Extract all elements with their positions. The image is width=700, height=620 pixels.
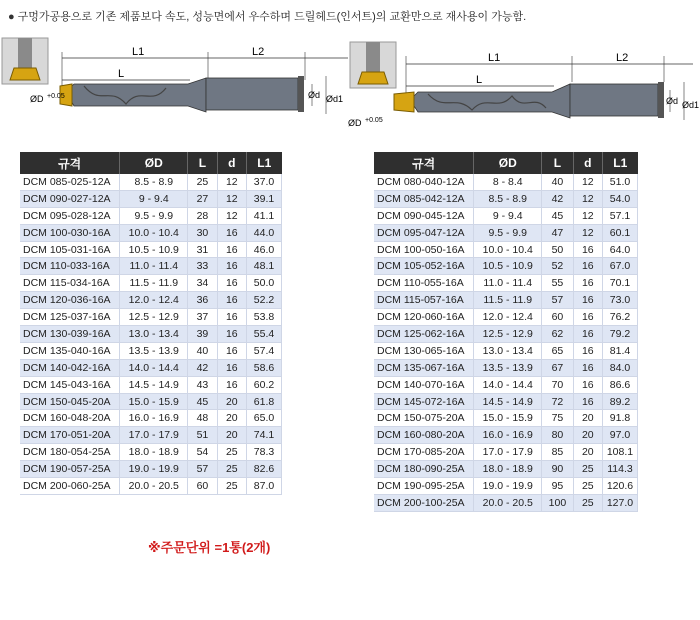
cell-L: 90 [542, 461, 573, 478]
table-row [374, 190, 638, 207]
cell-D: 13.0 - 13.4 [474, 342, 542, 359]
cell-d: 16 [217, 241, 246, 258]
cell-L1: 76.2 [602, 309, 637, 326]
cell-d: 16 [573, 393, 602, 410]
cell-L: 95 [542, 478, 573, 495]
cell-L: 48 [188, 410, 217, 427]
cell-L: 47 [542, 224, 573, 241]
table-row [20, 241, 282, 258]
cell-L1: 79.2 [602, 326, 637, 343]
cell-L1: 60.2 [247, 376, 282, 393]
cell-d: 16 [573, 292, 602, 309]
cell-L: 52 [542, 258, 573, 275]
insert-head-left [10, 68, 40, 80]
cell-D: 12.0 - 12.4 [474, 309, 542, 326]
cell-d: 16 [217, 342, 246, 359]
cell-d: 25 [217, 478, 246, 495]
cell-d: 16 [573, 359, 602, 376]
cell-d: 12 [217, 207, 246, 224]
cell-L: 75 [542, 410, 573, 427]
insert-head-right [358, 72, 388, 84]
cell-spec: DCM 135-067-16A [374, 359, 474, 376]
label-L2-right: L2 [616, 52, 629, 64]
table-row [20, 224, 282, 241]
cell-d: 16 [217, 376, 246, 393]
table-row [374, 275, 638, 292]
cell-L: 30 [188, 224, 217, 241]
cell-L1: 50.0 [247, 275, 282, 292]
cell-L1: 73.0 [602, 292, 637, 309]
cell-L1: 87.0 [247, 478, 282, 495]
cell-D: 10.0 - 10.4 [120, 224, 188, 241]
cell-L: 25 [188, 174, 217, 190]
cell-spec: DCM 190-057-25A [20, 461, 120, 478]
cell-D: 14.5 - 14.9 [120, 376, 188, 393]
table-row [374, 478, 638, 495]
drill-shank-right [570, 84, 658, 116]
col-D: ØD [474, 152, 542, 174]
table-row [374, 174, 638, 190]
cell-L1: 84.0 [602, 359, 637, 376]
cell-spec: DCM 160-080-20A [374, 427, 474, 444]
cell-L1: 58.6 [247, 359, 282, 376]
cell-L1: 70.1 [602, 275, 637, 292]
table-row [374, 494, 638, 511]
table-row [374, 376, 638, 393]
label-L1-right: L1 [488, 52, 501, 64]
cell-D: 11.5 - 11.9 [474, 292, 542, 309]
cell-spec: DCM 125-037-16A [20, 309, 120, 326]
cell-spec: DCM 140-042-16A [20, 359, 120, 376]
cell-L1: 39.1 [247, 190, 282, 207]
cell-spec: DCM 100-050-16A [374, 241, 474, 258]
insert-shank-left [18, 38, 32, 70]
cell-d: 16 [217, 359, 246, 376]
cell-L: 42 [542, 190, 573, 207]
cell-L: 72 [542, 393, 573, 410]
cell-D: 10.5 - 10.9 [474, 258, 542, 275]
col-d: d [573, 152, 602, 174]
drill-body-left [66, 78, 206, 112]
cell-D: 12.5 - 12.9 [474, 326, 542, 343]
cell-spec: DCM 120-036-16A [20, 292, 120, 309]
table-row [374, 427, 638, 444]
col-L1: L1 [602, 152, 637, 174]
cell-d: 20 [573, 444, 602, 461]
cell-L: 28 [188, 207, 217, 224]
cell-D: 19.0 - 19.9 [120, 461, 188, 478]
cell-spec: DCM 115-034-16A [20, 275, 120, 292]
cell-spec: DCM 095-028-12A [20, 207, 120, 224]
cell-D: 14.5 - 14.9 [474, 393, 542, 410]
table-row [20, 292, 282, 309]
cell-D: 14.0 - 14.4 [474, 376, 542, 393]
cell-d: 16 [217, 224, 246, 241]
spec-table-left [20, 152, 282, 495]
cell-d: 12 [573, 174, 602, 190]
cell-D: 12.0 - 12.4 [120, 292, 188, 309]
cell-d: 16 [217, 258, 246, 275]
cell-D: 20.0 - 20.5 [474, 494, 542, 511]
cell-L1: 89.2 [602, 393, 637, 410]
cell-L: 57 [188, 461, 217, 478]
table-row [374, 292, 638, 309]
table-row [20, 393, 282, 410]
table-row [20, 190, 282, 207]
table-row [374, 393, 638, 410]
cell-d: 25 [573, 478, 602, 495]
table-row [374, 309, 638, 326]
cell-d: 16 [573, 241, 602, 258]
cell-spec: DCM 080-040-12A [374, 174, 474, 190]
cell-D: 10.0 - 10.4 [474, 241, 542, 258]
intro-note-text: 구멍가공용으로 기존 제품보다 속도, 성능면에서 우수하며 드릴헤드(인서트)의 교환만으로 재사용이 가능함. [17, 11, 527, 23]
table-row [20, 342, 282, 359]
cell-d: 12 [573, 224, 602, 241]
cell-D: 16.0 - 16.9 [120, 410, 188, 427]
cell-L1: 120.6 [602, 478, 637, 495]
cell-d: 25 [573, 461, 602, 478]
cell-D: 12.5 - 12.9 [120, 309, 188, 326]
cell-d: 25 [573, 494, 602, 511]
cell-D: 17.0 - 17.9 [474, 444, 542, 461]
label-D-right: ØD [348, 118, 362, 128]
cell-L: 65 [542, 342, 573, 359]
table-row [20, 461, 282, 478]
label-L2-left: L2 [252, 46, 265, 58]
cell-spec: DCM 170-051-20A [20, 427, 120, 444]
table-row [374, 326, 638, 343]
cell-D: 10.5 - 10.9 [120, 241, 188, 258]
table-row [20, 376, 282, 393]
col-L: L [542, 152, 573, 174]
svg-text:+0.05: +0.05 [47, 93, 65, 100]
table-row [20, 207, 282, 224]
cell-spec: DCM 105-031-16A [20, 241, 120, 258]
cell-d: 25 [217, 461, 246, 478]
cell-spec: DCM 145-072-16A [374, 393, 474, 410]
cell-L1: 61.8 [247, 393, 282, 410]
label-L-right: L [476, 74, 483, 86]
label-L1-left: L1 [132, 46, 145, 58]
cell-D: 18.0 - 18.9 [474, 461, 542, 478]
table-row [20, 410, 282, 427]
cell-L1: 82.6 [247, 461, 282, 478]
cell-L1: 74.1 [247, 427, 282, 444]
cell-spec: DCM 190-095-25A [374, 478, 474, 495]
cell-L: 33 [188, 258, 217, 275]
cell-d: 12 [573, 207, 602, 224]
cell-d: 12 [217, 174, 246, 190]
cell-D: 11.5 - 11.9 [120, 275, 188, 292]
cell-d: 16 [573, 258, 602, 275]
cell-D: 18.0 - 18.9 [120, 444, 188, 461]
cell-L1: 46.0 [247, 241, 282, 258]
col-spec: 규격 [374, 152, 474, 174]
table-row [20, 478, 282, 495]
cell-L1: 57.1 [602, 207, 637, 224]
cell-D: 19.0 - 19.9 [474, 478, 542, 495]
table-row [20, 326, 282, 343]
cell-d: 16 [573, 309, 602, 326]
cell-D: 9 - 9.4 [120, 190, 188, 207]
cell-spec: DCM 145-043-16A [20, 376, 120, 393]
cell-L1: 48.1 [247, 258, 282, 275]
cell-L1: 53.8 [247, 309, 282, 326]
cell-L1: 86.6 [602, 376, 637, 393]
table-row [20, 359, 282, 376]
cell-L: 55 [542, 275, 573, 292]
table-row [374, 461, 638, 478]
cell-d: 16 [573, 275, 602, 292]
cell-L: 45 [188, 393, 217, 410]
cell-d: 20 [217, 393, 246, 410]
cell-D: 9.5 - 9.9 [120, 207, 188, 224]
table-row [20, 309, 282, 326]
cell-L1: 41.1 [247, 207, 282, 224]
cell-L1: 65.0 [247, 410, 282, 427]
cell-spec: DCM 130-039-16A [20, 326, 120, 343]
cell-d: 20 [573, 427, 602, 444]
cell-spec: DCM 100-030-16A [20, 224, 120, 241]
cell-L: 40 [188, 342, 217, 359]
cell-spec: DCM 110-033-16A [20, 258, 120, 275]
cell-D: 20.0 - 20.5 [120, 478, 188, 495]
cell-d: 20 [217, 427, 246, 444]
drill-drawing-left [0, 22, 350, 147]
cell-L: 27 [188, 190, 217, 207]
cell-d: 25 [217, 444, 246, 461]
cell-L1: 37.0 [247, 174, 282, 190]
table-row [374, 224, 638, 241]
cell-L: 60 [188, 478, 217, 495]
cell-L1: 54.0 [602, 190, 637, 207]
cell-spec: DCM 200-060-25A [20, 478, 120, 495]
drill-drawing-right [348, 22, 700, 147]
cell-D: 8 - 8.4 [474, 174, 542, 190]
cell-L: 50 [542, 241, 573, 258]
cell-L: 43 [188, 376, 217, 393]
cell-D: 15.0 - 15.9 [120, 393, 188, 410]
cell-spec: DCM 150-045-20A [20, 393, 120, 410]
cell-d: 16 [573, 342, 602, 359]
cell-L: 57 [542, 292, 573, 309]
label-L-left: L [118, 68, 125, 80]
cell-L1: 51.0 [602, 174, 637, 190]
cell-D: 9 - 9.4 [474, 207, 542, 224]
cell-L1: 57.4 [247, 342, 282, 359]
cell-L: 67 [542, 359, 573, 376]
cell-spec: DCM 105-052-16A [374, 258, 474, 275]
col-L: L [188, 152, 217, 174]
table-row [20, 444, 282, 461]
cell-L1: 64.0 [602, 241, 637, 258]
cell-L: 31 [188, 241, 217, 258]
cell-L1: 127.0 [602, 494, 637, 511]
table-row [374, 241, 638, 258]
cell-D: 13.5 - 13.9 [474, 359, 542, 376]
cell-spec: DCM 090-045-12A [374, 207, 474, 224]
cell-spec: DCM 150-075-20A [374, 410, 474, 427]
cell-d: 12 [573, 190, 602, 207]
cell-D: 8.5 - 8.9 [120, 174, 188, 190]
svg-text:+0.05: +0.05 [365, 117, 383, 124]
table-row [374, 207, 638, 224]
spec-table-right [374, 152, 638, 512]
cell-D: 13.0 - 13.4 [120, 326, 188, 343]
cell-d: 16 [217, 292, 246, 309]
cell-spec: DCM 160-048-20A [20, 410, 120, 427]
cell-spec: DCM 140-070-16A [374, 376, 474, 393]
cell-L: 62 [542, 326, 573, 343]
col-D: ØD [120, 152, 188, 174]
cell-d: 20 [573, 410, 602, 427]
col-L1: L1 [247, 152, 282, 174]
cell-L1: 108.1 [602, 444, 637, 461]
cell-spec: DCM 090-027-12A [20, 190, 120, 207]
cell-spec: DCM 180-054-25A [20, 444, 120, 461]
cell-D: 13.5 - 13.9 [120, 342, 188, 359]
cell-L: 40 [542, 174, 573, 190]
cell-L: 36 [188, 292, 217, 309]
cell-L: 34 [188, 275, 217, 292]
cell-d: 16 [217, 309, 246, 326]
cell-spec: DCM 110-055-16A [374, 275, 474, 292]
cell-spec: DCM 085-025-12A [20, 174, 120, 190]
cell-spec: DCM 085-042-12A [374, 190, 474, 207]
table-row [20, 427, 282, 444]
table-row [374, 258, 638, 275]
cell-D: 9.5 - 9.9 [474, 224, 542, 241]
table-header-row [374, 152, 638, 174]
cell-spec: DCM 200-100-25A [374, 494, 474, 511]
cell-D: 16.0 - 16.9 [474, 427, 542, 444]
cell-D: 17.0 - 17.9 [120, 427, 188, 444]
cell-D: 8.5 - 8.9 [474, 190, 542, 207]
cell-d: 12 [217, 190, 246, 207]
cell-D: 11.0 - 11.4 [120, 258, 188, 275]
table-row [20, 258, 282, 275]
cell-L: 51 [188, 427, 217, 444]
cell-L1: 44.0 [247, 224, 282, 241]
table-row [20, 174, 282, 190]
label-d1-right: Ød1 [682, 100, 700, 110]
bullet-icon: ● [8, 11, 15, 23]
table-row [374, 342, 638, 359]
cell-L1: 55.4 [247, 326, 282, 343]
table-row [374, 410, 638, 427]
cell-L1: 81.4 [602, 342, 637, 359]
cell-L1: 91.8 [602, 410, 637, 427]
col-spec: 규격 [20, 152, 120, 174]
cell-L: 70 [542, 376, 573, 393]
label-d-right: Ød [666, 96, 679, 106]
cell-L1: 52.2 [247, 292, 282, 309]
drill-shank-left [206, 78, 298, 110]
cell-d: 20 [217, 410, 246, 427]
cell-spec: DCM 125-062-16A [374, 326, 474, 343]
cell-L1: 60.1 [602, 224, 637, 241]
label-d-left: Ød [308, 90, 321, 100]
table-row [374, 444, 638, 461]
cell-L1: 78.3 [247, 444, 282, 461]
cell-spec: DCM 115-057-16A [374, 292, 474, 309]
cell-d: 16 [217, 275, 246, 292]
cell-L: 54 [188, 444, 217, 461]
cell-spec: DCM 135-040-16A [20, 342, 120, 359]
cell-spec: DCM 170-085-20A [374, 444, 474, 461]
cell-d: 16 [573, 326, 602, 343]
cell-D: 15.0 - 15.9 [474, 410, 542, 427]
cell-L: 85 [542, 444, 573, 461]
cell-L: 39 [188, 326, 217, 343]
cell-L: 42 [188, 359, 217, 376]
cell-d: 16 [217, 326, 246, 343]
cell-L1: 97.0 [602, 427, 637, 444]
table-row [20, 275, 282, 292]
table-header-row [20, 152, 282, 174]
drill-body-right [410, 84, 570, 118]
cell-L: 37 [188, 309, 217, 326]
cell-L: 60 [542, 309, 573, 326]
cell-spec: DCM 120-060-16A [374, 309, 474, 326]
label-d1-left: Ød1 [326, 94, 344, 104]
cell-spec: DCM 180-090-25A [374, 461, 474, 478]
cell-d: 16 [573, 376, 602, 393]
table-row [374, 359, 638, 376]
cell-L: 80 [542, 427, 573, 444]
col-d: d [217, 152, 246, 174]
cell-spec: DCM 130-065-16A [374, 342, 474, 359]
order-unit-note: ※주문단위 =1통(2개) [148, 540, 271, 555]
cell-L: 45 [542, 207, 573, 224]
cell-L: 100 [542, 494, 573, 511]
cell-L1: 114.3 [602, 461, 637, 478]
cell-D: 14.0 - 14.4 [120, 359, 188, 376]
cell-spec: DCM 095-047-12A [374, 224, 474, 241]
cell-L1: 67.0 [602, 258, 637, 275]
label-D-left: ØD [30, 94, 44, 104]
cell-D: 11.0 - 11.4 [474, 275, 542, 292]
